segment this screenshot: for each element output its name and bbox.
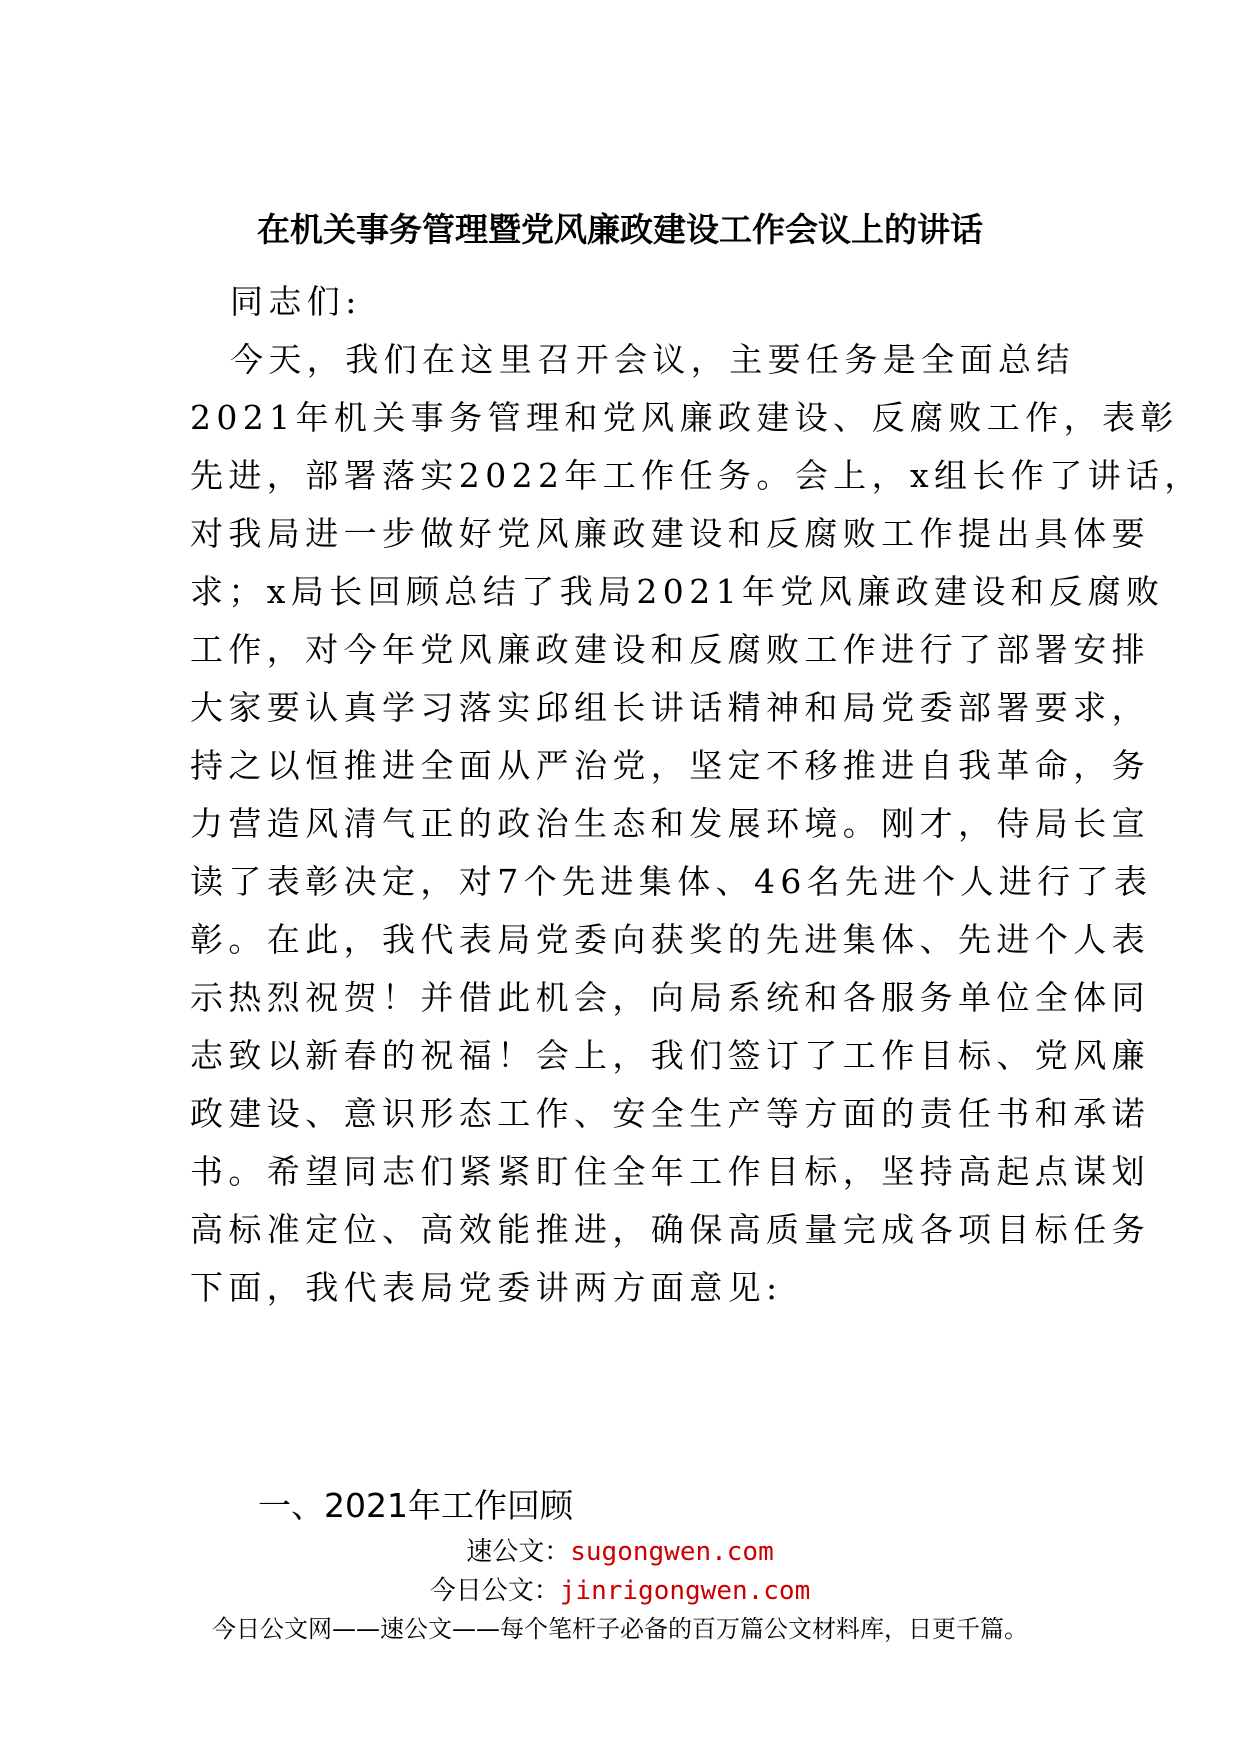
document-title: 在机关事务管理暨党风廉政建设工作会议上的讲话 [257, 210, 983, 249]
footer-line-2 [0, 1570, 1240, 1607]
body-line: 下面，我代表局党委讲两方面意见: [190, 1268, 783, 1307]
footer-line-1 [0, 1531, 1240, 1568]
body-line: 先进，部署落实2022年工作任务。会上，x组长作了讲话， [190, 456, 1203, 495]
body-line: 工作，对今年党风廉政建设和反腐败工作进行了部署安排 [190, 630, 1150, 669]
body-line: 彰。在此，我代表局党委向获奖的先进集体、先进个人表 [190, 920, 1150, 959]
footer-label-2: 今日公文： [429, 1576, 560, 1606]
body-line: 示热烈祝贺！并借此机会，向局系统和各服务单位全体同 [190, 978, 1150, 1017]
section-heading: 一、2021年工作回顾 [258, 1486, 573, 1525]
footer-label-1: 速公文： [466, 1537, 571, 1567]
body-line: 力营造风清气正的政治生态和发展环境。刚才，侍局长宣 [190, 804, 1150, 843]
body-line: 志致以新春的祝福！会上，我们签订了工作目标、党风廉 [190, 1036, 1150, 1075]
body-line: 大家要认真学习落实邱组长讲话精神和局党委部署要求， [190, 688, 1150, 727]
body-line: 对我局进一步做好党风廉政建设和反腐败工作提出具体要 [190, 514, 1150, 553]
footer-tagline: 今日公文网——速公文——每个笔杆子必备的百万篇公文材料库，日更千篇。 [212, 1615, 1028, 1643]
body-line: 书。希望同志们紧紧盯住全年工作目标，坚持高起点谋划 [190, 1152, 1150, 1191]
footer-link-jinrigongwen[interactable]: jinrigongwen.com [559, 1576, 811, 1606]
body-line: 2021年机关事务管理和党风廉政建设、反腐败工作，表彰 [190, 398, 1179, 437]
body-line: 政建设、意识形态工作、安全生产等方面的责任书和承诺 [190, 1094, 1150, 1133]
body-line: 持之以恒推进全面从严治党，坚定不移推进自我革命，务 [190, 746, 1150, 785]
body-line: 高标准定位、高效能推进，确保高质量完成各项目标任务 [190, 1210, 1150, 1249]
body-line: 今天，我们在这里召开会议，主要任务是全面总结 [230, 340, 1075, 379]
salutation: 同志们: [230, 282, 362, 321]
footer-link-sugongwen[interactable]: sugongwen.com [570, 1537, 774, 1567]
body-line: 求；x局长回顾总结了我局2021年党风廉政建设和反腐败 [190, 572, 1165, 611]
body-line: 读了表彰决定，对7个先进集体、46名先进个人进行了表 [190, 862, 1153, 901]
